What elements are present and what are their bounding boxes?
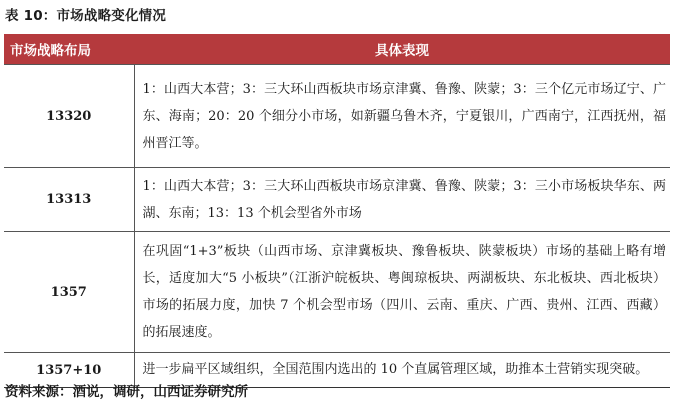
table-row — [4, 168, 670, 232]
detail-cell: 1：山西大本营；3：三大环山西板块市场京津冀、鲁豫、陕蒙；3：三个亿元市场辽宁、广东、海南；20：20 个细分小市场，如新疆乌鲁木齐，宁夏银川，广西南宁，江西抚州，福州晋江等。 — [134, 65, 670, 168]
layout-cell: 1357+10 — [4, 353, 134, 388]
strategy-table — [4, 34, 670, 388]
table-caption: 表 10：市场战略变化情况 — [5, 8, 167, 24]
header-layout: 市场战略布局 — [4, 34, 134, 65]
layout-cell: 13320 — [4, 65, 134, 168]
table-header-row — [4, 34, 670, 65]
layout-cell: 1357 — [4, 232, 134, 353]
layout-cell: 13313 — [4, 168, 134, 232]
table-row — [4, 65, 670, 168]
detail-cell: 1：山西大本营；3：三大环山西板块市场京津冀、鲁豫、陕蒙；3：三小市场板块华东、两湖、东南；13：13 个机会型省外市场 — [134, 168, 670, 232]
detail-cell: 进一步扁平区域组织，全国范围内选出的 10 个直属管理区域，助推本土营销实现突破。 — [134, 353, 670, 388]
detail-cell: 在巩固“1+3”板块（山西市场、京津冀板块、豫鲁板块、陕蒙板块）市场的基础上略有增长，适度加大“5 小板块”（江浙沪皖板块、粤闽琼板块、两湖板块、东北板块、西北板块）市场的拓展力度，加快 7 个机会型市场（四川、云南、重庆、广西、贵州、江西、西藏）的拓展速度。 — [134, 232, 670, 353]
source-note: 资料来源：酒说，调研，山西证券研究所 — [5, 384, 248, 400]
header-detail: 具体表现 — [134, 34, 670, 65]
table-row — [4, 232, 670, 353]
